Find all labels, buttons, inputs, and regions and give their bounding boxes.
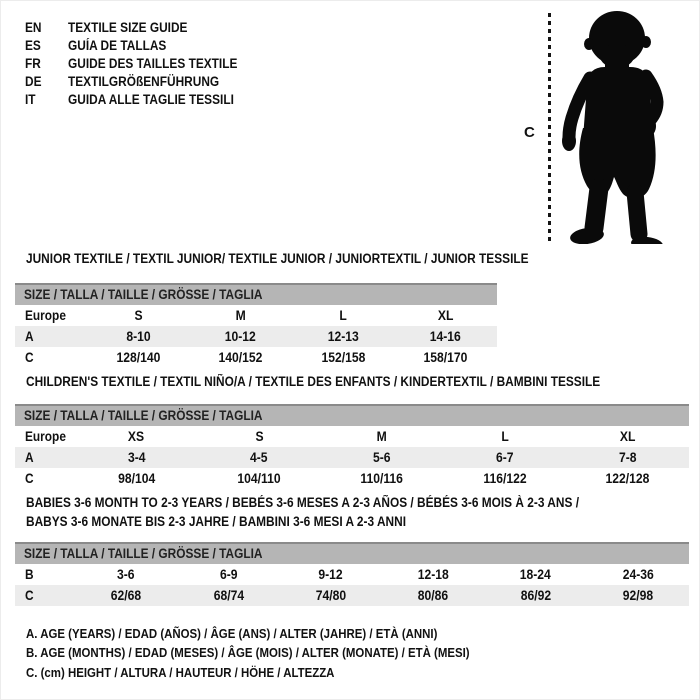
- dotted-measure-line: [548, 13, 551, 243]
- size-cell-text: 5-6: [373, 450, 391, 465]
- row-label: [15, 326, 87, 347]
- size-header-text: SIZE / TALLA / TAILLE / GRÖSSE / TAGLIA: [24, 546, 263, 561]
- babies-size-table: [15, 542, 689, 606]
- table-row: [15, 326, 497, 347]
- size-cell: [280, 564, 382, 585]
- size-cell: [198, 426, 321, 447]
- size-cell: [75, 564, 177, 585]
- size-cell-text: 98/104: [117, 471, 155, 486]
- children-table-title: CHILDREN'S TEXTILE / TEXTIL NIÑO/A / TEXTILE DES ENFANTS / KINDERTEXTIL / BAMBINI TESSILE: [26, 374, 601, 389]
- size-cell: [177, 564, 279, 585]
- size-cell-text: 12-18: [417, 567, 449, 582]
- size-cell-text: 4-5: [250, 450, 268, 465]
- size-cell-text: XS: [128, 429, 145, 444]
- size-cell-text: 152/158: [321, 350, 366, 365]
- table-row: [15, 447, 689, 468]
- size-cell: [177, 585, 279, 606]
- row-label: [15, 585, 75, 606]
- size-cell: [292, 347, 395, 368]
- language-code: EN: [25, 20, 42, 35]
- size-cell: [443, 426, 566, 447]
- junior-size-table: [15, 283, 497, 368]
- row-label-text: A: [25, 329, 34, 344]
- size-cell-text: 10-12: [225, 329, 257, 344]
- size-cell: [321, 447, 444, 468]
- size-cell: [190, 347, 293, 368]
- size-cell-text: 140/152: [218, 350, 263, 365]
- size-cell: [87, 305, 190, 326]
- footnote-b: B. AGE (MONTHS) / EDAD (MESES) / ÂGE (MOIS) / ALTER (MONATE) / ETÀ (MESI): [26, 645, 470, 661]
- junior-table-title: JUNIOR TEXTILE / TEXTIL JUNIOR/ TEXTILE JUNIOR / JUNIORTEXTIL / JUNIOR TESSILE: [26, 251, 529, 266]
- size-cell: [395, 326, 498, 347]
- size-cell-text: 110/116: [360, 471, 404, 486]
- size-cell: [587, 564, 689, 585]
- size-cell-text: 104/110: [237, 471, 281, 486]
- size-cell-text: 158/170: [423, 350, 468, 365]
- size-cell: [566, 426, 689, 447]
- language-row-es: [25, 37, 261, 55]
- size-cell: [75, 468, 198, 489]
- measure-label-c: C: [524, 124, 535, 141]
- guide-title-fr: GUIDE DES TAILLES TEXTILE: [68, 56, 238, 71]
- size-header-text: SIZE / TALLA / TAILLE / GRÖSSE / TAGLIA: [24, 408, 263, 423]
- size-cell-text: M: [235, 308, 246, 323]
- size-cell-text: 8-10: [126, 329, 151, 344]
- size-cell-text: 6-7: [496, 450, 514, 465]
- size-cell: [566, 468, 689, 489]
- size-cell-text: L: [339, 308, 347, 323]
- row-label-text: A: [25, 450, 34, 465]
- row-label: [15, 426, 75, 447]
- language-row-en: [25, 19, 261, 37]
- guide-title-es: GUÍA DE TALLAS: [68, 38, 167, 53]
- guide-title-en: TEXTILE SIZE GUIDE: [68, 20, 188, 35]
- guide-title-de: TEXTILGRÖßENFÜHRUNG: [68, 74, 220, 89]
- size-cell: [566, 447, 689, 468]
- size-cell: [484, 564, 586, 585]
- size-cell-text: 6-9: [219, 567, 238, 582]
- row-label-text: Europe: [25, 308, 66, 323]
- language-row-de: [25, 73, 261, 91]
- row-label-text: C: [25, 350, 34, 365]
- size-cell: [190, 305, 293, 326]
- size-cell-text: 9-12: [318, 567, 343, 582]
- language-code: IT: [25, 92, 36, 107]
- size-cell-text: XL: [619, 429, 636, 444]
- size-header-row: [15, 404, 689, 426]
- size-cell: [87, 326, 190, 347]
- size-cell-text: 18-24: [519, 567, 552, 582]
- size-cell-text: M: [376, 429, 388, 444]
- size-cell: [75, 585, 177, 606]
- size-cell: [484, 585, 586, 606]
- size-cell: [587, 585, 689, 606]
- footnote-legend: [26, 624, 530, 682]
- size-cell: [395, 305, 498, 326]
- children-size-table: [15, 404, 689, 489]
- row-label: [15, 305, 87, 326]
- babies-table-title: BABIES 3-6 MONTH TO 2-3 YEARS / BEBÉS 3-6 MESES A 2-3 AÑOS / BÉBÉS 3-6 MOIS À 2-3 ANS / BABYS 3-6 MONATE BIS 2-3 JAHRE / BAMBINI 3-6 MESI A 2-3 ANNI: [26, 495, 579, 529]
- language-code: FR: [25, 56, 41, 71]
- size-cell: [292, 326, 395, 347]
- size-header-text: SIZE / TALLA / TAILLE / GRÖSSE / TAGLIA: [24, 287, 263, 302]
- size-header-row: [15, 542, 689, 564]
- table-row: [15, 564, 689, 585]
- size-cell-text: 24-36: [622, 567, 654, 582]
- size-cell: [280, 585, 382, 606]
- language-row-fr: [25, 55, 261, 73]
- size-cell-text: S: [134, 308, 143, 323]
- row-label: [15, 347, 87, 368]
- size-cell: [382, 564, 484, 585]
- row-label-text: C: [25, 588, 34, 603]
- size-cell-text: S: [255, 429, 264, 444]
- size-cell: [198, 468, 321, 489]
- size-cell: [321, 426, 444, 447]
- size-cell-text: XL: [437, 308, 454, 323]
- size-cell-text: 80/86: [417, 588, 449, 603]
- size-cell: [443, 468, 566, 489]
- size-cell: [321, 468, 444, 489]
- language-row-it: [25, 91, 261, 109]
- size-cell-text: 7-8: [618, 450, 637, 465]
- size-cell-text: 122/128: [605, 471, 650, 486]
- row-label: [15, 447, 75, 468]
- size-cell-text: 68/74: [213, 588, 244, 603]
- size-cell-text: 116/122: [483, 471, 527, 486]
- language-code: DE: [25, 74, 42, 89]
- size-header-row: [15, 283, 497, 305]
- table-row: [15, 585, 689, 606]
- size-cell-text: 62/68: [110, 588, 142, 603]
- size-cell: [395, 347, 498, 368]
- toddler-silhouette-image: [556, 10, 668, 244]
- size-cell: [87, 347, 190, 368]
- size-cell-text: 14-16: [430, 329, 462, 344]
- table-row: [15, 468, 689, 489]
- row-label: [15, 564, 75, 585]
- footnote-a: A. AGE (YEARS) / EDAD (AÑOS) / ÂGE (ANS) / ALTER (JAHRE) / ETÀ (ANNI): [26, 626, 438, 641]
- row-label-text: B: [25, 567, 34, 582]
- size-cell: [190, 326, 293, 347]
- guide-title-it: GUIDA ALLE TAGLIE TESSILI: [68, 92, 234, 107]
- size-cell: [382, 585, 484, 606]
- size-cell-text: 92/98: [622, 588, 654, 603]
- size-cell: [75, 426, 198, 447]
- size-cell-text: 3-4: [127, 450, 146, 465]
- table-row: [15, 347, 497, 368]
- size-cell-text: 128/140: [116, 350, 161, 365]
- size-cell-text: 74/80: [315, 588, 347, 603]
- table-row: [15, 305, 497, 326]
- size-cell-text: 12-13: [327, 329, 359, 344]
- language-code: ES: [25, 38, 41, 53]
- size-cell: [198, 447, 321, 468]
- row-label-text: Europe: [25, 429, 66, 444]
- table-row: [15, 426, 689, 447]
- row-label-text: C: [25, 471, 34, 486]
- size-cell-text: L: [501, 429, 509, 444]
- footnote-c: C. (cm) HEIGHT / ALTURA / HAUTEUR / HÖHE / ALTEZZA: [26, 664, 335, 680]
- size-cell-text: 86/92: [520, 588, 551, 603]
- size-cell: [292, 305, 395, 326]
- size-cell: [75, 447, 198, 468]
- size-cell: [443, 447, 566, 468]
- language-title-list: [25, 19, 261, 109]
- size-cell-text: 3-6: [117, 567, 135, 582]
- row-label: [15, 468, 75, 489]
